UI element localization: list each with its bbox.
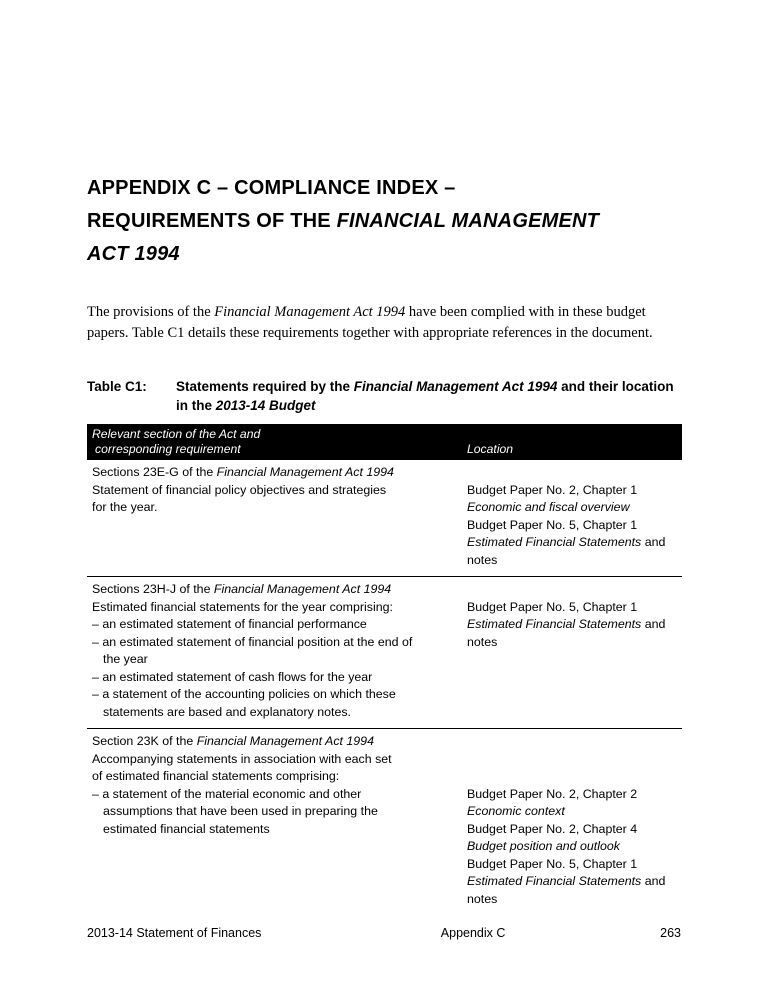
text-line <box>92 768 467 786</box>
italic-text-segment: Budget position and outlook <box>467 839 620 853</box>
text-segment: Relevant section of the Act and <box>92 427 261 441</box>
italic-text-segment: FINANCIAL MANAGEMENT <box>336 210 600 232</box>
text-segment: REQUIREMENTS OF THE <box>87 210 337 232</box>
text-line <box>92 651 467 669</box>
text-segment: Sections 23H-J of the <box>92 582 214 596</box>
text-segment: statements are based and explanatory notes. <box>103 704 351 719</box>
table-caption <box>87 377 687 415</box>
table-caption-text <box>176 377 687 415</box>
text-segment: Budget Paper No. 2, Chapter 1 <box>467 482 638 497</box>
text-line <box>92 427 467 442</box>
text-segment: Budget Paper No. 5, Chapter 1 <box>467 856 638 871</box>
text-line <box>87 205 687 238</box>
text-segment: notes <box>467 634 498 649</box>
text-line <box>92 599 467 617</box>
text-line <box>467 873 682 891</box>
italic-text-segment: Economic and fiscal overview <box>467 500 630 514</box>
italic-text-segment: ACT 1994 <box>87 243 180 265</box>
column-header-location-label: Location <box>467 441 514 456</box>
text-segment: Estimated financial statements for the year comprising: <box>92 599 393 614</box>
text-segment: Statement of financial policy objectives and strategies <box>92 482 387 497</box>
text-segment: notes <box>467 552 498 567</box>
location-cell <box>467 581 682 721</box>
text-line <box>92 442 467 457</box>
text-line <box>92 634 467 652</box>
text-line <box>92 686 467 704</box>
page-title <box>87 172 687 271</box>
text-segment: – a statement of the accounting policies on which these <box>92 687 396 701</box>
footer-page-number: 263 <box>660 926 681 940</box>
footer-section-label: Appendix C <box>440 926 506 940</box>
text-segment: and their location in the <box>176 379 674 413</box>
text-line <box>467 803 682 821</box>
text-segment: Budget Paper No. 2, Chapter 2 <box>467 786 638 801</box>
text-line <box>467 482 682 500</box>
italic-text-segment: Financial Management Act 1994 <box>353 379 558 394</box>
text-segment: Accompanying statements in association with each set <box>92 751 392 766</box>
text-segment: – a statement of the material economic and other <box>92 786 362 801</box>
text-segment: assumptions that have been used in preparing the <box>103 804 378 818</box>
column-header-requirement <box>87 427 467 456</box>
text-line <box>92 499 467 517</box>
text-line <box>92 803 467 821</box>
text-line <box>467 534 682 552</box>
text-segment: for the year. <box>92 500 158 514</box>
text-line <box>467 634 682 652</box>
text-segment: notes <box>467 891 498 906</box>
column-header-location <box>467 427 682 456</box>
text-line <box>467 499 682 517</box>
text-line <box>92 464 467 482</box>
text-line <box>467 891 682 909</box>
text-segment: the year <box>103 652 148 666</box>
text-line <box>92 669 467 687</box>
text-line <box>92 482 467 500</box>
italic-text-segment: Estimated Financial Statements <box>467 874 642 888</box>
page-footer <box>87 926 681 941</box>
table-body <box>87 460 682 915</box>
text-line <box>467 786 682 804</box>
text-segment: APPENDIX C – COMPLIANCE INDEX – <box>87 177 456 199</box>
text-line <box>467 616 682 634</box>
text-segment: – an estimated statement of financial position at the end of <box>92 634 413 649</box>
text-segment: Statements required by the <box>176 379 354 394</box>
text-segment: corresponding requirement <box>95 441 241 456</box>
table-header <box>87 424 682 460</box>
text-segment: Sections 23E-G of the <box>92 465 217 479</box>
text-line <box>467 599 682 617</box>
text-line <box>467 838 682 856</box>
location-cell <box>467 733 682 908</box>
footer-document-title: 2013-14 Statement of Finances <box>87 926 262 940</box>
italic-text-segment: Financial Management Act 1994 <box>196 734 374 748</box>
italic-text-segment: Economic context <box>467 804 565 818</box>
text-line <box>92 733 467 751</box>
text-segment: – an estimated statement of financial performance <box>92 617 367 631</box>
requirement-cell <box>87 464 467 569</box>
table-row <box>87 460 682 576</box>
text-line <box>92 786 467 804</box>
table-caption-label: Table C1: <box>87 379 147 394</box>
text-segment: The provisions of the <box>87 304 215 320</box>
text-segment: and <box>641 874 666 888</box>
text-line <box>92 821 467 839</box>
intro-paragraph <box>87 302 687 343</box>
text-segment: and <box>641 617 666 631</box>
italic-text-segment: Financial Management Act 1994 <box>214 304 406 320</box>
text-segment: of estimated financial statements comprising: <box>92 769 340 783</box>
table-row <box>87 576 682 728</box>
requirement-cell <box>87 733 467 908</box>
text-segment: Budget Paper No. 5, Chapter 1 <box>467 599 638 614</box>
text-line <box>467 517 682 535</box>
text-line <box>467 552 682 570</box>
text-line <box>87 172 687 205</box>
text-line <box>92 616 467 634</box>
table-row <box>87 728 682 915</box>
text-line <box>87 238 687 271</box>
italic-text-segment: 2013-14 Budget <box>215 398 316 413</box>
text-line <box>92 581 467 599</box>
text-segment: estimated financial statements <box>103 821 270 836</box>
text-segment: have been complied with in these budget papers. Table C1 details these requirements together with appropriate references in the document. <box>87 304 653 341</box>
text-line <box>467 821 682 839</box>
italic-text-segment: Financial Management Act 1994 <box>216 465 394 479</box>
text-segment: Section 23K of the <box>92 734 197 748</box>
text-segment: Budget Paper No. 2, Chapter 4 <box>467 821 638 836</box>
text-segment: – an estimated statement of cash flows for the year <box>92 669 373 684</box>
text-line <box>467 856 682 874</box>
requirement-cell <box>87 581 467 721</box>
compliance-table <box>87 424 682 915</box>
text-line <box>92 704 467 722</box>
text-segment: Budget Paper No. 5, Chapter 1 <box>467 517 638 532</box>
text-line <box>92 751 467 769</box>
location-cell <box>467 464 682 569</box>
italic-text-segment: Financial Management Act 1994 <box>213 582 392 596</box>
italic-text-segment: Estimated Financial Statements <box>467 617 642 631</box>
italic-text-segment: Estimated Financial Statements <box>467 535 642 549</box>
text-segment: and <box>641 535 666 549</box>
